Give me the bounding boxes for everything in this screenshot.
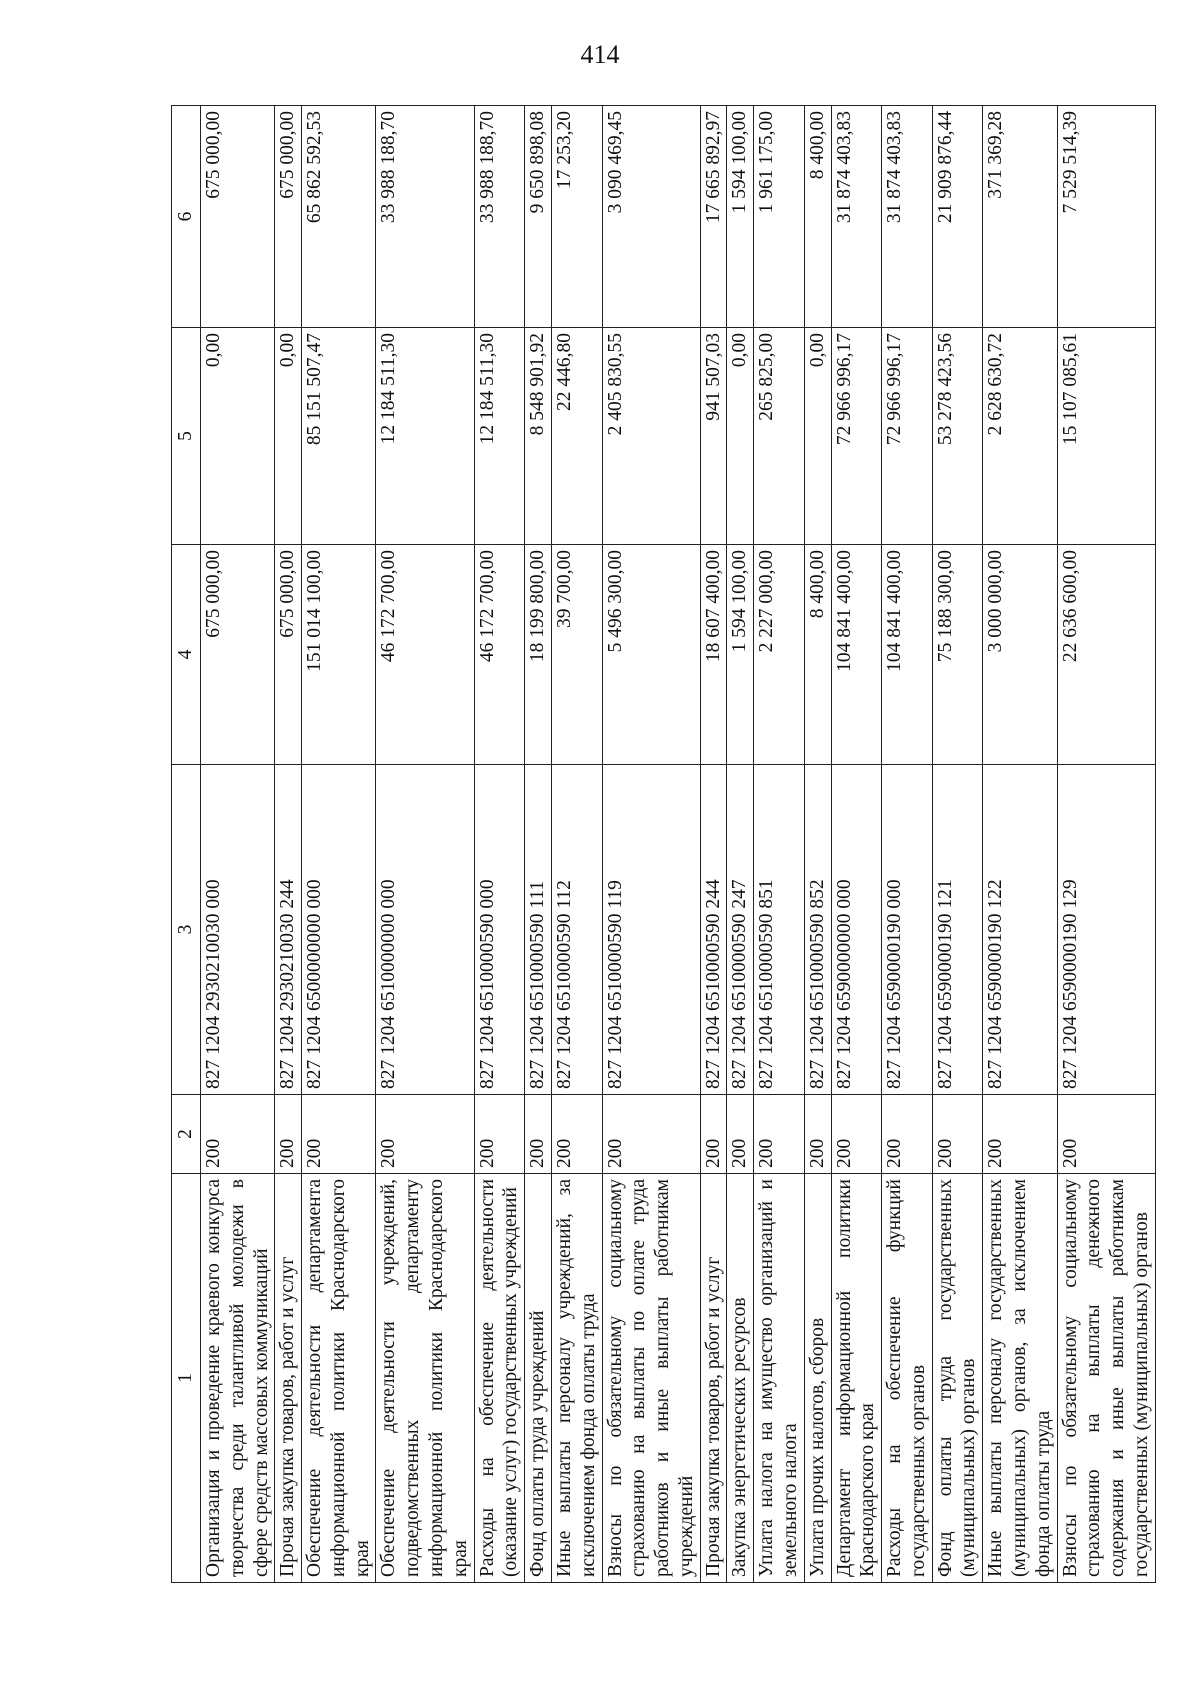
row-name: Уплата налога на имущество организаций и земельного налога [754, 1174, 805, 1583]
row-code: 200 [804, 1095, 831, 1174]
row-classification: 827 1204 6510000590 000 [474, 765, 525, 1095]
row-remaining: 33 988 188,70 [474, 106, 525, 328]
column-header: 1 [172, 1174, 201, 1583]
row-executed: 265 825,00 [754, 328, 805, 545]
row-remaining: 1 961 175,00 [754, 106, 805, 328]
row-classification: 827 1204 6510000590 851 [754, 765, 805, 1095]
table-row [275, 106, 302, 1583]
column-header: 6 [172, 106, 201, 328]
row-name: Иные выплаты персоналу учреждений, за исключением фонда оплаты труда [551, 1174, 602, 1583]
row-remaining: 17 665 892,97 [700, 106, 727, 328]
row-remaining: 9 650 898,08 [525, 106, 552, 328]
row-executed: 22 446,80 [551, 328, 602, 545]
row-classification: 827 1204 6590000190 000 [882, 765, 933, 1095]
row-executed: 72 966 996,17 [831, 328, 882, 545]
row-executed: 8 548 901,92 [525, 328, 552, 545]
table-row [1057, 106, 1155, 1583]
row-name: Департамент информационной политики Краснодарского края [831, 1174, 882, 1583]
table-row [804, 106, 831, 1583]
row-code: 200 [932, 1095, 983, 1174]
row-classification: 827 1204 6590000190 129 [1057, 765, 1155, 1095]
table-header-row [172, 106, 201, 1583]
row-executed: 0,00 [804, 328, 831, 545]
row-assigned: 75 188 300,00 [932, 545, 983, 765]
row-assigned: 39 700,00 [551, 545, 602, 765]
row-assigned: 46 172 700,00 [474, 545, 525, 765]
row-assigned: 46 172 700,00 [376, 545, 474, 765]
row-remaining: 675 000,00 [275, 106, 302, 328]
row-code: 200 [882, 1095, 933, 1174]
row-assigned: 18 199 800,00 [525, 545, 552, 765]
row-code: 200 [474, 1095, 525, 1174]
row-assigned: 18 607 400,00 [700, 545, 727, 765]
row-executed: 941 507,03 [700, 328, 727, 545]
row-name: Закупка энергетических ресурсов [727, 1174, 754, 1583]
row-classification: 827 1204 6510000590 247 [727, 765, 754, 1095]
row-code: 200 [551, 1095, 602, 1174]
row-name: Расходы на обеспечение деятельности (оказание услуг) государственных учреждений [474, 1174, 525, 1583]
row-classification: 827 1204 6510000590 112 [551, 765, 602, 1095]
row-classification: 827 1204 6590000190 122 [983, 765, 1057, 1095]
row-code: 200 [727, 1095, 754, 1174]
row-remaining: 675 000,00 [201, 106, 275, 328]
table-row [525, 106, 552, 1583]
row-name: Прочая закупка товаров, работ и услуг [700, 1174, 727, 1583]
row-assigned: 22 636 600,00 [1057, 545, 1155, 765]
column-header: 2 [172, 1095, 201, 1174]
row-name: Фонд оплаты труда государственных (муниципальных) органов [932, 1174, 983, 1583]
row-assigned: 2 227 000,00 [754, 545, 805, 765]
row-classification: 827 1204 6510000000 000 [376, 765, 474, 1095]
table-row [201, 106, 275, 1583]
row-name: Иные выплаты персоналу государственных (муниципальных) органов, за исключением фонда оплаты труда [983, 1174, 1057, 1583]
row-code: 200 [302, 1095, 376, 1174]
row-code: 200 [525, 1095, 552, 1174]
row-name: Обеспечение деятельности учреждений, подведомственных департаменту информационной политики Краснодарского края [376, 1174, 474, 1583]
row-assigned: 675 000,00 [275, 545, 302, 765]
row-name: Взносы по обязательному социальному страхованию на выплаты по оплате труда работников и иные выплаты работникам учреждений [602, 1174, 700, 1583]
column-header: 5 [172, 328, 201, 545]
table-row [551, 106, 602, 1583]
row-name: Прочая закупка товаров, работ и услуг [275, 1174, 302, 1583]
row-remaining: 21 909 876,44 [932, 106, 983, 328]
page-number: 414 [580, 40, 620, 69]
row-remaining: 3 090 469,45 [602, 106, 700, 328]
row-remaining: 8 400,00 [804, 106, 831, 328]
row-remaining: 17 253,20 [551, 106, 602, 328]
row-classification: 827 1204 6510000590 119 [602, 765, 700, 1095]
row-assigned: 1 594 100,00 [727, 545, 754, 765]
row-classification: 827 1204 2930210030 244 [275, 765, 302, 1095]
row-name: Организация и проведение краевого конкурса творчества среди талантливой молодежи в сфере средств массовых коммуникаций [201, 1174, 275, 1583]
table-row [754, 106, 805, 1583]
table-row [602, 106, 700, 1583]
row-code: 200 [754, 1095, 805, 1174]
row-remaining: 31 874 403,83 [831, 106, 882, 328]
row-assigned: 151 014 100,00 [302, 545, 376, 765]
table-row [302, 106, 376, 1583]
row-classification: 827 1204 6510000590 244 [700, 765, 727, 1095]
row-code: 200 [983, 1095, 1057, 1174]
row-code: 200 [602, 1095, 700, 1174]
row-executed: 12 184 511,30 [376, 328, 474, 545]
row-classification: 827 1204 6590000000 000 [831, 765, 882, 1095]
row-assigned: 5 496 300,00 [602, 545, 700, 765]
row-assigned: 104 841 400,00 [882, 545, 933, 765]
column-header: 4 [172, 545, 201, 765]
column-header: 3 [172, 765, 201, 1095]
row-remaining: 371 369,28 [983, 106, 1057, 328]
table-row [376, 106, 474, 1583]
row-remaining: 31 874 403,83 [882, 106, 933, 328]
budget-table [171, 105, 1156, 1583]
row-name: Расходы на обеспечение функций государственных органов [882, 1174, 933, 1583]
row-executed: 15 107 085,61 [1057, 328, 1155, 545]
rotated-table-container [171, 106, 1152, 1583]
row-executed: 12 184 511,30 [474, 328, 525, 545]
row-assigned: 8 400,00 [804, 545, 831, 765]
row-classification: 827 1204 6500000000 000 [302, 765, 376, 1095]
row-name: Уплата прочих налогов, сборов [804, 1174, 831, 1583]
row-remaining: 7 529 514,39 [1057, 106, 1155, 328]
row-remaining: 33 988 188,70 [376, 106, 474, 328]
row-code: 200 [201, 1095, 275, 1174]
row-classification: 827 1204 6510000590 852 [804, 765, 831, 1095]
row-code: 200 [1057, 1095, 1155, 1174]
row-classification: 827 1204 2930210030 000 [201, 765, 275, 1095]
row-name: Фонд оплаты труда учреждений [525, 1174, 552, 1583]
row-code: 200 [700, 1095, 727, 1174]
row-executed: 53 278 423,56 [932, 328, 983, 545]
row-executed: 85 151 507,47 [302, 328, 376, 545]
row-remaining: 1 594 100,00 [727, 106, 754, 328]
row-classification: 827 1204 6590000190 121 [932, 765, 983, 1095]
row-assigned: 3 000 000,00 [983, 545, 1057, 765]
table-row [831, 106, 882, 1583]
row-name: Обеспечение деятельности департамента информационной политики Краснодарского края [302, 1174, 376, 1583]
row-executed: 2 628 630,72 [983, 328, 1057, 545]
row-classification: 827 1204 6510000590 111 [525, 765, 552, 1095]
table-row [882, 106, 933, 1583]
row-code: 200 [275, 1095, 302, 1174]
table-row [474, 106, 525, 1583]
row-code: 200 [376, 1095, 474, 1174]
row-assigned: 675 000,00 [201, 545, 275, 765]
table-row [983, 106, 1057, 1583]
row-executed: 0,00 [727, 328, 754, 545]
row-executed: 0,00 [201, 328, 275, 545]
row-executed: 72 966 996,17 [882, 328, 933, 545]
row-code: 200 [831, 1095, 882, 1174]
row-remaining: 65 862 592,53 [302, 106, 376, 328]
table-row [932, 106, 983, 1583]
row-executed: 2 405 830,55 [602, 328, 700, 545]
table-row [700, 106, 727, 1583]
row-name: Взносы по обязательному социальному страхованию на выплаты денежного содержания и иные выплаты работникам государственных (муниципальных) органов [1057, 1174, 1155, 1583]
row-executed: 0,00 [275, 328, 302, 545]
table-row [727, 106, 754, 1583]
row-assigned: 104 841 400,00 [831, 545, 882, 765]
